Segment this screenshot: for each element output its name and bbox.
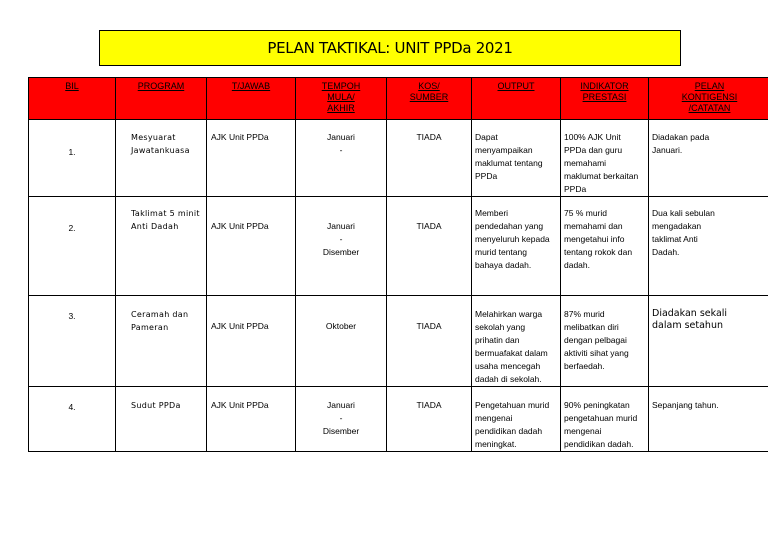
cell-tjawab: AJK Unit PPDa: [207, 387, 296, 452]
cell-kos: TIADA: [387, 120, 472, 197]
table-row: [29, 387, 768, 452]
cell-bil: 4.: [29, 387, 116, 452]
cell-kos: TIADA: [387, 387, 472, 452]
cell-pelan: Sepanjang tahun.: [649, 387, 768, 452]
cell-output: Melahirkan warga sekolah yang prihatin dan bermuafakat dalam usaha mencegah dadah di sekolah.: [472, 296, 561, 387]
cell-bil: 1.: [29, 120, 116, 197]
cell-output: Memberi pendedahan yang menyeluruh kepada murid tentang bahaya dadah.: [472, 197, 561, 296]
page-title: PELAN TAKTIKAL: UNIT PPDa 2021: [99, 30, 681, 66]
header-row: [29, 78, 768, 120]
cell-tempoh: Oktober: [296, 296, 387, 387]
cell-program: Ceramah dan Pameran: [116, 296, 207, 387]
cell-kos: TIADA: [387, 197, 472, 296]
cell-indikator: 90% peningkatan pengetahuan murid mengenai pendidikan dadah.: [561, 387, 649, 452]
header-pelan: PELAN KONTIGENSI /CATATAN: [649, 78, 768, 120]
cell-tjawab: AJK Unit PPDa: [207, 120, 296, 197]
cell-indikator: 100% AJK Unit PPDa dan guru memahami maklumat berkaitan PPDa: [561, 120, 649, 197]
cell-tjawab: AJK Unit PPDa: [207, 296, 296, 387]
cell-program: Taklimat 5 minit Anti Dadah: [116, 197, 207, 296]
table-row: [29, 120, 768, 197]
cell-pelan: Diadakan pada Januari.: [649, 120, 768, 197]
cell-output: Dapat menyampaikan maklumat tentang PPDa: [472, 120, 561, 197]
cell-indikator: 75 % murid memahami dan mengetahui info tentang rokok dan dadah.: [561, 197, 649, 296]
cell-bil: 3.: [29, 296, 116, 387]
cell-program: Mesyuarat Jawatankuasa: [116, 120, 207, 197]
table-row: [29, 197, 768, 296]
tactical-plan-table: [28, 77, 768, 452]
header-bil: BIL: [29, 78, 116, 120]
header-output: OUTPUT: [472, 78, 561, 120]
cell-indikator: 87% murid melibatkan diri dengan pelbagai aktiviti sihat yang berfaedah.: [561, 296, 649, 387]
cell-program: Sudut PPDa: [116, 387, 207, 452]
header-indikator: INDIKATOR PRESTASI: [561, 78, 649, 120]
header-tjawab: T/JAWAB: [207, 78, 296, 120]
cell-pelan: Diadakan sekali dalam setahun: [649, 296, 768, 387]
cell-tempoh: Januari -: [296, 120, 387, 197]
cell-tempoh: Januari - Disember: [296, 387, 387, 452]
header-tempoh: TEMPOH MULA/ AKHIR: [296, 78, 387, 120]
cell-pelan: Dua kali sebulan mengadakan taklimat Anti Dadah.: [649, 197, 768, 296]
cell-output: Pengetahuan murid mengenai pendidikan dadah meningkat.: [472, 387, 561, 452]
cell-tempoh: Januari - Disember: [296, 197, 387, 296]
cell-tjawab: AJK Unit PPDa: [207, 197, 296, 296]
header-program: PROGRAM: [116, 78, 207, 120]
table-row: [29, 296, 768, 387]
cell-kos: TIADA: [387, 296, 472, 387]
header-kos: KOS/ SUMBER: [387, 78, 472, 120]
cell-bil: 2.: [29, 197, 116, 296]
